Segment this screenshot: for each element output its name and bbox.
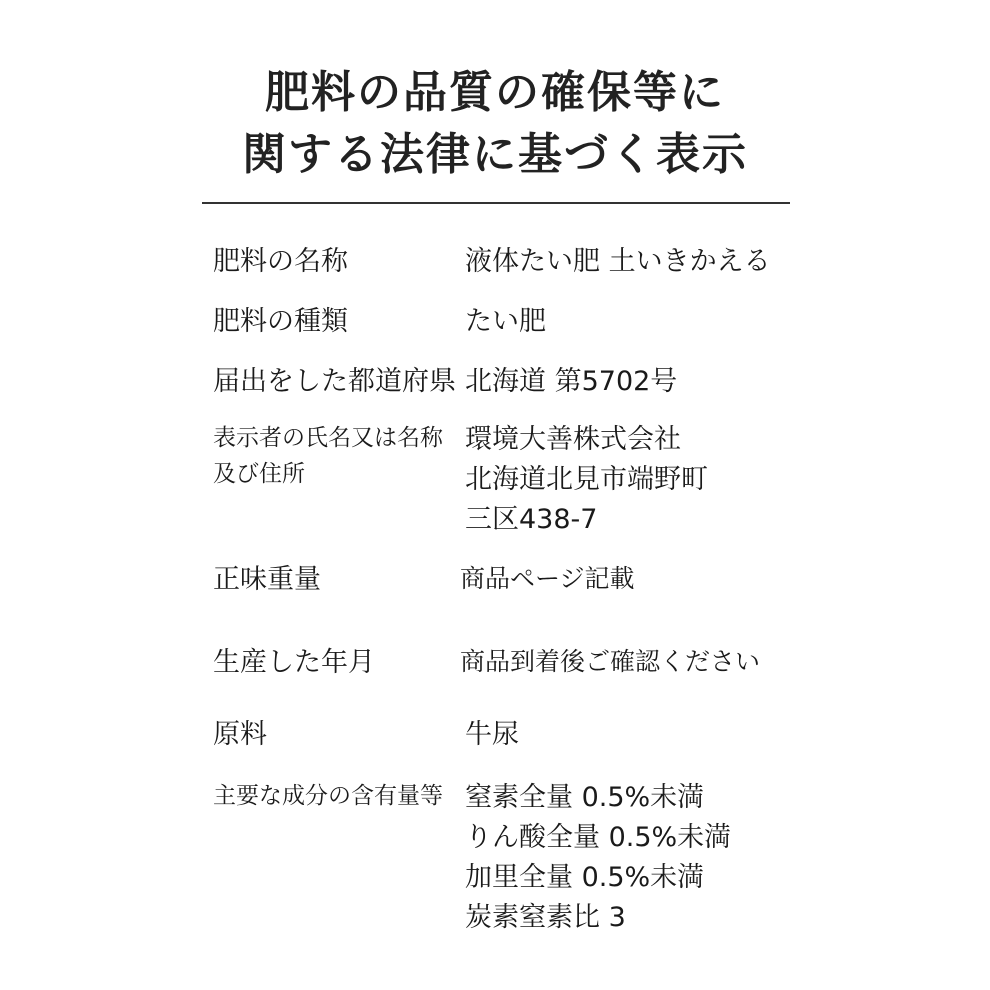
title-line-2: 関する法律に基づく表示 <box>242 129 748 180</box>
label-fertilizer-type: 肥料の種類 <box>213 306 348 337</box>
value-components-line-4: 炭素窒素比 3 <box>465 902 626 933</box>
value-components-line-2: りん酸全量 0.5%未満 <box>465 822 732 853</box>
title-divider <box>202 202 790 204</box>
value-production-date: 商品到着後ご確認ください <box>460 647 761 676</box>
value-components-line-3: 加里全量 0.5%未満 <box>465 862 705 893</box>
value-labeler <box>465 420 708 540</box>
value-raw-material: 牛尿 <box>465 719 519 750</box>
value-components-line-1: 窒素全量 0.5%未満 <box>465 782 705 813</box>
label-components: 主要な成分の含有量等 <box>213 783 443 809</box>
value-components <box>465 778 731 938</box>
value-fertilizer-name: 液体たい肥 土いきかえる <box>465 246 771 277</box>
label-labeler-line-1: 表示者の氏名又は名称 <box>213 425 443 451</box>
label-labeler-line-2: 及び住所 <box>213 461 305 487</box>
label-fertilizer-name: 肥料の名称 <box>213 246 348 277</box>
label-production-date: 生産した年月 <box>213 647 375 678</box>
value-labeler-line-1: 環境大善株式会社 <box>465 424 681 455</box>
value-labeler-line-3: 三区438-7 <box>465 504 598 535</box>
page-title <box>0 62 990 186</box>
value-labeler-line-2: 北海道北見市端野町 <box>465 464 708 495</box>
label-raw-material: 原料 <box>213 719 267 750</box>
label-prefecture: 届出をした都道府県 <box>213 366 456 397</box>
value-prefecture: 北海道 第5702号 <box>465 366 678 397</box>
label-labeler <box>213 420 463 492</box>
value-fertilizer-type: たい肥 <box>465 306 546 337</box>
value-net-weight: 商品ページ記載 <box>460 564 635 593</box>
label-net-weight: 正味重量 <box>213 564 321 595</box>
title-line-1: 肥料の品質の確保等に <box>265 67 725 118</box>
